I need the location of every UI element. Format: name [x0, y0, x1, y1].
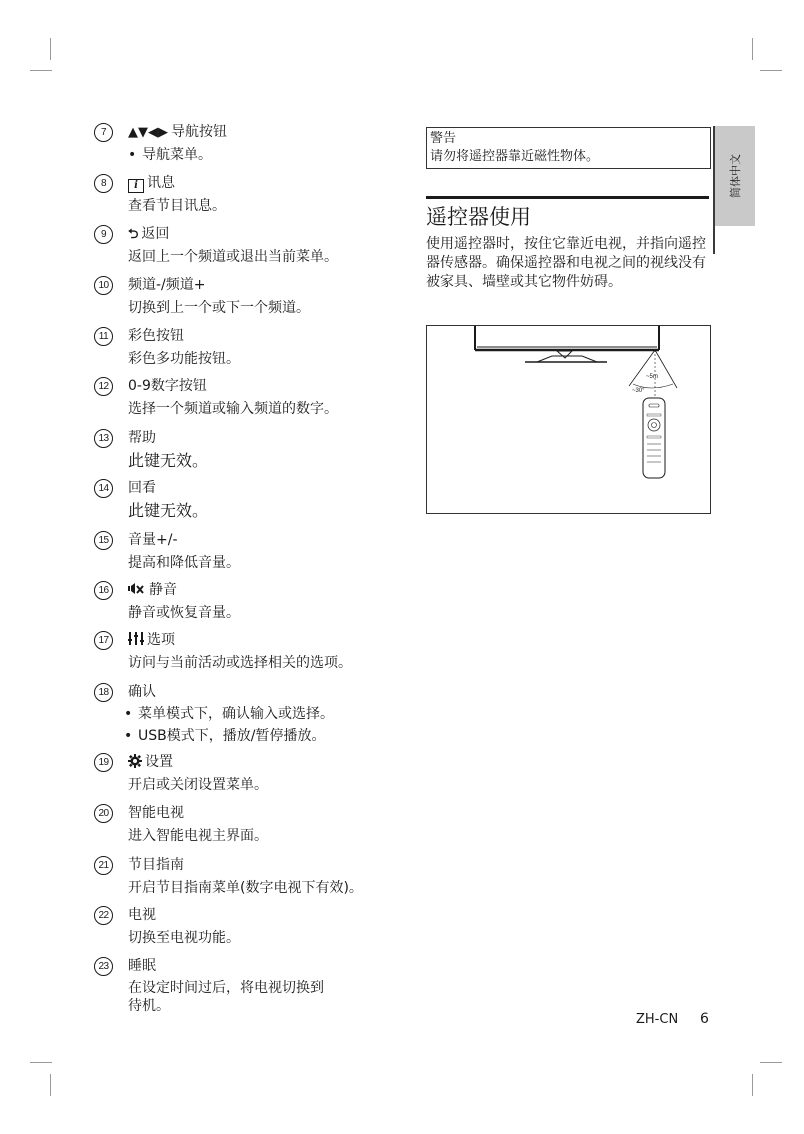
item-description: 访问与当前活动或选择相关的选项。	[128, 655, 352, 671]
section-body: 使用遥控器时，按住它靠近电视，并指向遥控器传感器。确保遥控器和电视之间的视线没有被家具、墙壁或其它物件妨碍。	[426, 236, 706, 290]
remote-item-21	[94, 856, 414, 900]
item-title: 彩色按钮	[128, 328, 184, 344]
item-number: 13	[94, 429, 113, 448]
remote-item-19	[94, 753, 414, 797]
item-number: 15	[94, 531, 113, 550]
item-description: 在设定时间过后，将电视切换到 待机。	[128, 980, 324, 1014]
item-title: 频道-/频道+	[128, 277, 206, 293]
item-title: 睡眠	[128, 958, 156, 974]
remote-item-9	[94, 225, 414, 269]
remote-item-12	[94, 377, 414, 421]
item-number: 12	[94, 377, 113, 396]
item-bullet: • 导航菜单。	[128, 147, 212, 163]
item-description: 开启或关闭设置菜单。	[128, 777, 268, 793]
item-title: 音量+/-	[128, 532, 178, 548]
item-description: 此键无效。	[128, 451, 209, 470]
remote-item-8	[94, 174, 414, 218]
item-description: 返回上一个频道或退出当前菜单。	[128, 249, 338, 265]
item-number: 10	[94, 276, 113, 295]
item-description: 此键无效。	[128, 501, 209, 520]
item-title: 节目指南	[128, 857, 184, 873]
item-number: 18	[94, 683, 113, 702]
footer-language: ZH-CN	[636, 1012, 679, 1027]
item-description: 切换到上一个或下一个频道。	[128, 300, 310, 316]
item-title: 选项	[128, 631, 175, 650]
crop-mark	[50, 38, 51, 60]
remote-item-20	[94, 804, 414, 848]
remote-item-15	[94, 531, 414, 575]
page-number: 6	[700, 1011, 709, 1027]
mute-icon	[128, 582, 146, 600]
item-description: 查看节目讯息。	[128, 198, 226, 214]
warning-title: 警告	[430, 131, 457, 146]
item-bullet: • USB模式下，播放/暂停播放。	[124, 728, 326, 744]
item-description: 切换至电视功能。	[128, 930, 240, 946]
item-bullet: • 菜单模式下，确认输入或选择。	[124, 706, 334, 722]
item-title: i 讯息	[128, 174, 175, 193]
item-title: 设置	[128, 753, 173, 772]
language-side-tab-label: 简体中文	[729, 154, 742, 198]
options-icon	[128, 632, 144, 650]
item-title: 0-9数字按钮	[128, 378, 207, 394]
item-title: 帮助	[128, 430, 156, 446]
remote-item-7	[94, 123, 414, 167]
item-number: 20	[94, 804, 113, 823]
remote-item-10	[94, 276, 414, 320]
crop-mark	[760, 70, 782, 71]
section-title: 遥控器使用	[426, 205, 531, 229]
item-description: 开启节目指南菜单(数字电视下有效)。	[128, 880, 363, 896]
distance-label: ~5m	[646, 374, 658, 380]
item-number: 14	[94, 479, 113, 498]
remote-item-16	[94, 581, 414, 625]
remote-item-18	[94, 683, 414, 749]
crop-mark	[760, 1062, 782, 1063]
info-icon: i	[128, 179, 144, 193]
settings-gear-icon	[128, 754, 142, 772]
item-number: 7	[94, 123, 113, 142]
item-number: 22	[94, 906, 113, 925]
language-side-tab	[715, 126, 755, 226]
navigation-arrows-icon: ▲▼◀▶	[128, 125, 168, 140]
item-title: ▲▼◀▶ 导航按钮	[128, 124, 227, 140]
remote-item-17	[94, 631, 414, 675]
item-number: 8	[94, 174, 113, 193]
item-number: 19	[94, 753, 113, 772]
item-title: 静音	[128, 581, 177, 600]
remote-item-23	[94, 957, 414, 1017]
warning-box	[426, 127, 711, 169]
crop-mark	[752, 38, 753, 60]
back-icon: ⮌	[128, 227, 139, 242]
item-number: 9	[94, 225, 113, 244]
item-description: 静音或恢复音量。	[128, 605, 240, 621]
tv-remote-diagram	[427, 326, 710, 513]
crop-mark	[752, 1074, 753, 1096]
item-number: 11	[94, 327, 113, 346]
item-bullet-list	[124, 703, 334, 747]
item-number: 23	[94, 957, 113, 976]
item-title: 回看	[128, 480, 156, 496]
remote-control-icon	[643, 398, 665, 478]
remote-item-14	[94, 479, 414, 525]
remote-usage-illustration	[426, 325, 711, 514]
item-description: 选择一个频道或输入频道的数字。	[128, 401, 338, 417]
remote-item-13	[94, 429, 414, 475]
remote-item-22	[94, 906, 414, 950]
warning-text: 请勿将遥控器靠近磁性物体。	[430, 149, 600, 164]
item-number: 16	[94, 581, 113, 600]
item-title: 确认	[128, 684, 156, 700]
item-description: 提高和降低音量。	[128, 555, 240, 571]
item-title: ⮌ 返回	[128, 226, 170, 242]
item-title: 电视	[128, 907, 156, 923]
item-number: 17	[94, 631, 113, 650]
crop-mark	[50, 1074, 51, 1096]
remote-item-11	[94, 327, 414, 371]
crop-mark	[30, 70, 52, 71]
crop-mark	[30, 1062, 52, 1063]
angle-label: ~30°	[632, 388, 645, 394]
item-description: 彩色多功能按钮。	[128, 351, 240, 367]
item-number: 21	[94, 856, 113, 875]
item-description: 进入智能电视主界面。	[128, 828, 268, 844]
section-divider	[426, 196, 709, 199]
item-title: 智能电视	[128, 805, 184, 821]
